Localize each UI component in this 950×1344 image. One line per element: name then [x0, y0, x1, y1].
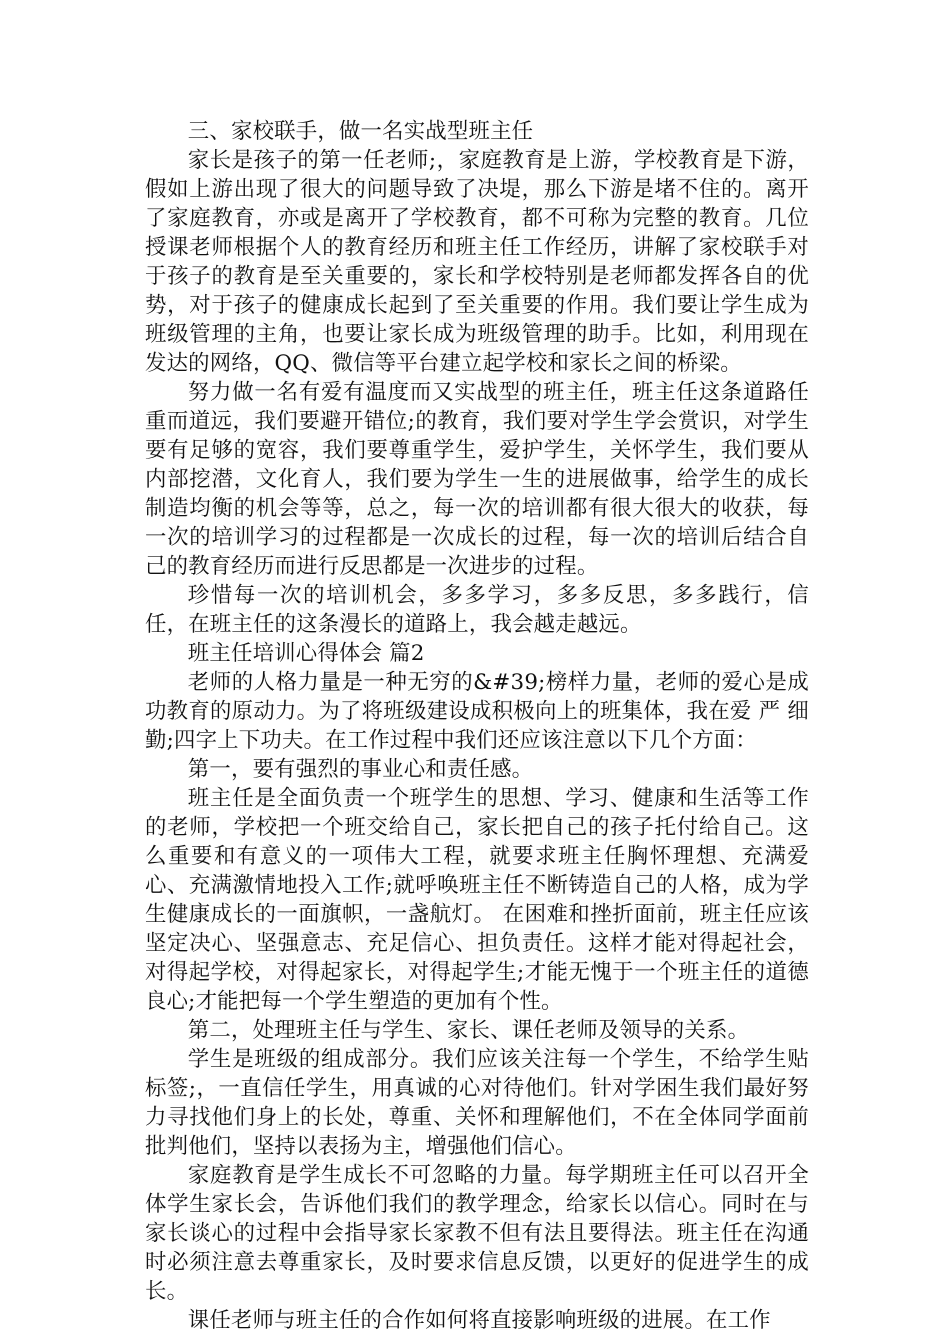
paragraph: 课任老师与班主任的合作如何将直接影响班级的进展。在工作: [187, 1308, 771, 1333]
section-heading: 班主任培训心得体会 篇2: [187, 641, 425, 666]
paragraph: 第二，处理班主任与学生、家长、课任老师及领导的关系。: [187, 1018, 750, 1043]
paragraph: 家庭教育是学生成长不可忽略的力量。每学期班主任可以召开全体学生家长会，告诉他们我们的教学理念，给家长以信心。同时在与家长谈心的过程中会指导家长家教不但有法且要得法。班主任在沟通时必须注意去尊重家长，及时要求信息反馈，以更好的促进学生的成长。: [145, 1163, 809, 1304]
document-body: [145, 117, 809, 1335]
paragraph: 学生是班级的组成部分。我们应该关注每一个学生，不给学生贴标签;，一直信任学生，用真诚的心对待他们。针对学困生我们最好努力寻找他们身上的长处，尊重、关怀和理解他们，不在全体同学面前批判他们，坚持以表扬为主，增强他们信心。: [145, 1047, 809, 1159]
paragraph: 珍惜每一次的培训机会，多多学习，多多反思，多多践行，信任，在班主任的这条漫长的道路上，我会越走越远。: [145, 583, 809, 637]
paragraph: 家长是孩子的第一任老师;，家庭教育是上游，学校教育是下游，假如上游出现了很大的问题导致了决堤，那么下游是堵不住的。离开了家庭教育，亦或是离开了学校教育，都不可称为完整的教育。几位授课老师根据个人的教育经历和班主任工作经历，讲解了家校联手对于孩子的教育是至关重要的，家长和学校特别是老师都发挥各自的优势，对于孩子的健康成长起到了至关重要的作用。我们要让学生成为班级管理的主角，也要让家长成为班级管理的助手。比如，利用现在发达的网络，QQ、微信等平台建立起学校和家长之间的桥梁。: [145, 148, 809, 376]
paragraph: 班主任是全面负责一个班学生的思想、学习、健康和生活等工作的老师，学校把一个班交给自己，家长把自己的孩子托付给自己。这么重要和有意义的一项伟大工程，就要求班主任胸怀理想、充满爱心、充满激情地投入工作;就呼唤班主任不断铸造自己的人格，成为学生健康成长的一面旗帜，一盏航灯。 在困难和挫折面前，班主任应该坚定决心、坚强意志、充足信心、担负责任。这样才能对得起社会，对得起学校，对得起家长，对得起学生;才能无愧于一个班主任的道德良心;才能把每一个学生塑造的更加有个性。: [145, 786, 809, 1014]
paragraph: 第一，要有强烈的事业心和责任感。: [187, 757, 534, 782]
paragraph: 努力做一名有爱有温度而又实战型的班主任，班主任这条道路任重而道远，我们要避开错位;的教育，我们要对学生学会赏识，对学生要有足够的宽容，我们要尊重学生，爱护学生，关怀学生，我们要从内部挖潜，文化育人，我们要为学生一生的进展做事，给学生的成长制造均衡的机会等等，总之，每一次的培训都有很大很大的收获，每一次的培训学习的过程都是一次成长的过程，每一次的培训后结合自己的教育经历而进行反思都是一次进步的过程。: [145, 380, 809, 579]
section-heading: 三、家校联手，做一名实战型班主任: [187, 119, 534, 144]
paragraph: 老师的人格力量是一种无穷的&#39;榜样力量，老师的爱心是成功教育的原动力。为了将班级建设成积极向上的班集体，我在爱 严 细 勤;四字上下功夫。在工作过程中我们还应该注意以下几个方面：: [145, 670, 809, 753]
